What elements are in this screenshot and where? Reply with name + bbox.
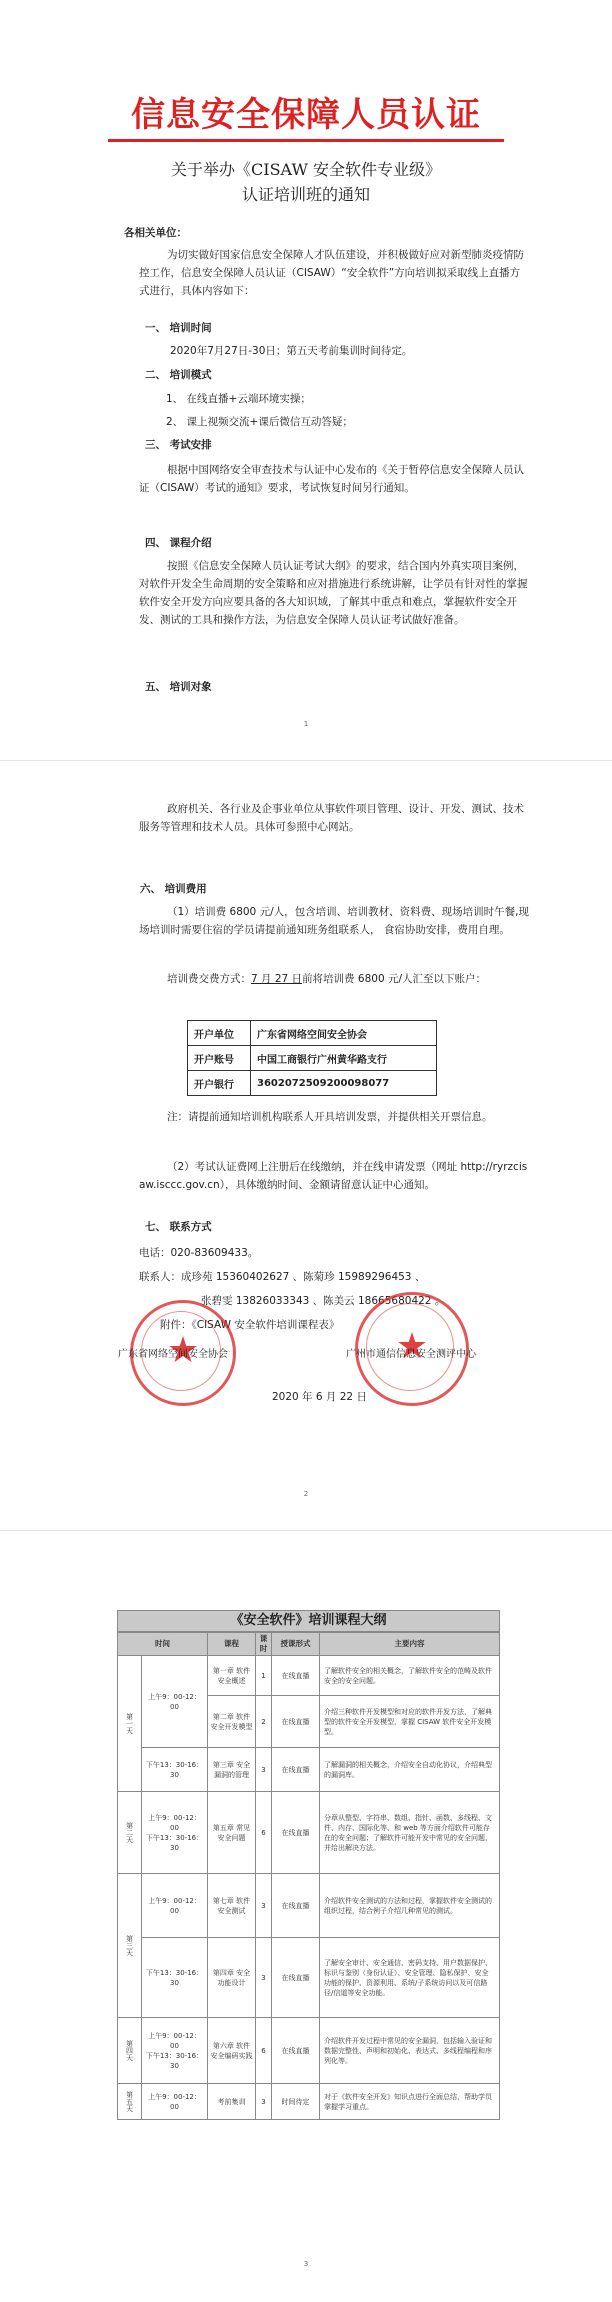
section-6-payment-text [139, 970, 529, 988]
section-1-title: 一、 培训时间 [145, 322, 212, 334]
issue-date: 2020 年 6 月 22 日 [272, 1391, 367, 1403]
contact-people-line2: 张碧雯 13826033343 、陈美云 18665680422 。 [201, 1295, 446, 1307]
section-6-title: 六、 培训费用 [140, 883, 207, 895]
schedule-course: 第一章 软件安全概述 [208, 1656, 256, 1696]
banner-underline [108, 139, 504, 142]
schedule-row [118, 2084, 500, 2120]
contact-people-line1: 联系人：成珍苑 15360402627 、陈菊珍 15989296453 、 [139, 1271, 426, 1283]
schedule-hours: 1 [256, 1656, 272, 1696]
notice-title-line2: 认证培训班的通知 [241, 185, 370, 204]
schedule-day: 第一天 [118, 1656, 142, 1792]
schedule-form: 在线直播 [272, 2018, 320, 2084]
section-2-item-2: 2、 课上视频交流+课后微信互动答疑； [166, 416, 353, 428]
schedule-form: 在线直播 [272, 1792, 320, 1874]
page-divider-1 [0, 760, 612, 761]
account-table [187, 1020, 437, 1096]
schedule-form: 在线直播 [272, 1696, 320, 1748]
schedule-content: 介绍软件安全测试的方法和过程，掌握软件安全测试的组织过程，结合例子介绍几种常见的测试。 [320, 1874, 500, 1938]
schedule-day: 第三天 [118, 1874, 142, 2018]
schedule-course: 第二章 软件安全开发模型 [208, 1696, 256, 1748]
schedule-hours: 2 [256, 1696, 272, 1748]
schedule-table [117, 1632, 500, 2120]
schedule-content: 分章从整型、字符串、数组、指针、函数、多线程、文件、内存、国际化等、和 web 等方面介绍软件可能存在的安全问题；了解软件可能开发中常见的安全问题，并给出解决方法。 [320, 1792, 500, 1874]
schedule-hours: 3 [256, 1874, 272, 1938]
section-7-title: 七、 联系方式 [145, 1221, 212, 1233]
section-3-text: 根据中国网络安全审查技术与认证中心发布的《关于暂停信息安全保障人员认证（CISAW）考试的通知》要求，考试恢复时间另行通知。 [139, 464, 524, 494]
schedule-title: 《安全软件》培训课程大纲 [230, 1613, 387, 1628]
section-1-text: 2020年7月27日-30日；第五天考前集训时间待定。 [170, 345, 413, 357]
schedule-header-cell: 授课形式 [272, 1633, 320, 1656]
schedule-day: 第四天 [118, 2018, 142, 2084]
schedule-header-cell: 主要内容 [320, 1633, 500, 1656]
schedule-content: 介绍软件开发过程中常见的安全漏洞，包括输入验证和数据完整性、声明和初始化、表达式、多线程编程和序列化等。 [320, 2018, 500, 2084]
schedule-course: 第四章 安全功能设计 [208, 1938, 256, 2018]
schedule-hours: 3 [256, 1938, 272, 2018]
account-value: 中国工商银行广州黄华路支行 [251, 1046, 437, 1071]
account-label: 开户银行 [188, 1071, 251, 1096]
payment-deadline: 7 月 27 日 [251, 973, 303, 985]
invoice-note: 注：请提前通知培训机构联系人开具培训发票，并提供相关开票信息。 [167, 1111, 493, 1123]
schedule-form: 在线直播 [272, 1938, 320, 2018]
issuer-org-1: 广东省网络空间安全协会 [118, 1349, 228, 1360]
seal-star-icon: ★ [166, 1330, 200, 1371]
section-6-fee-text: （1）培训费 6800 元/人，包含培训、培训教材、资料费、现场培训时午餐,现场培训时需要住宿的学员请提前通知班务组联系人， 食宿协助安排，费用自理。 [139, 906, 529, 936]
schedule-time: 下午13：30-16：30 [142, 1938, 208, 2018]
schedule-day: 第二天 [118, 1792, 142, 1874]
account-value: 3602072509200098077 [251, 1071, 437, 1096]
section-3-title: 三、 考试安排 [145, 439, 212, 451]
schedule-time: 上午9：00-12：00 下午13：30-16：30 [142, 1792, 208, 1874]
schedule-header-row [118, 1633, 500, 1656]
page-divider-2 [0, 1530, 612, 1531]
schedule-content: 了解软件安全的相关概念，了解软件安全的范畴及软件安全的安全问题。 [320, 1656, 500, 1696]
schedule-hours: 3 [256, 1748, 272, 1792]
notice-title-line1: 关于举办《CISAW 安全软件专业级》 [171, 160, 441, 179]
section-4-title: 四、 课程介绍 [145, 537, 212, 549]
page-number-3: 3 [303, 2260, 309, 2268]
schedule-row [118, 1656, 500, 1696]
schedule-row [118, 2018, 500, 2084]
schedule-content: 对于《软件安全开发》知识点进行全面总结，帮助学员掌握学习重点。 [320, 2084, 500, 2120]
exam-fee-text: （2）考试认证费网上注册后在线缴纳，并在线申请发票（网址 http://ryrzcisaw.isccc.gov.cn），具体缴纳时间、金额请留意认证中心通知。 [139, 1161, 528, 1191]
schedule-row [118, 1938, 500, 2018]
section-5-text: 政府机关、各行业及企事业单位从事软件项目管理、设计、开发、测试、技术服务等管理和技术人员。具体可参照中心网站。 [139, 803, 524, 833]
schedule-time: 上午9：00-12：00 [142, 2084, 208, 2120]
schedule-row [118, 1792, 500, 1874]
schedule-course: 第六章 软件安全编码实践 [208, 2018, 256, 2084]
schedule-header-cell: 课时 [256, 1633, 272, 1656]
schedule-header-cell: 课程 [208, 1633, 256, 1656]
schedule-content: 了解漏洞的相关概念，介绍安全自动化协议，介绍典型的漏洞库。 [320, 1748, 500, 1792]
schedule-course: 第七章 软件安全测试 [208, 1874, 256, 1938]
schedule-time: 上午9：00-12：00 [142, 1874, 208, 1938]
issuer-org-2: 广州市通信信息安全测评中心 [346, 1349, 476, 1360]
account-row [188, 1046, 437, 1071]
schedule-content: 介绍三种软件开发模型和对应的软件开发方法，了解典型的软件安全开发模型，掌握 CISAW 软件安全开发模型。 [320, 1696, 500, 1748]
section-5-title: 五、 培训对象 [145, 681, 212, 693]
schedule-row [118, 1874, 500, 1938]
banner-title: 信息安全保障人员认证 [131, 95, 481, 135]
schedule-form: 在线直播 [272, 1656, 320, 1696]
schedule-course: 第三章 安全漏洞的管理 [208, 1748, 256, 1792]
schedule-hours: 6 [256, 1792, 272, 1874]
schedule-time: 上午9：00-12：00 下午13：30-16：30 [142, 2018, 208, 2084]
section-2-item-1: 1、 在线直播+云端环境实操； [166, 393, 311, 405]
schedule-form: 在线直播 [272, 1874, 320, 1938]
schedule-time: 上午9：00-12：00 [142, 1656, 208, 1748]
schedule-row [118, 1748, 500, 1792]
schedule-day: 第五天 [118, 2084, 142, 2120]
schedule-hours: 6 [256, 2018, 272, 2084]
intro-paragraph: 为切实做好国家信息安全保障人才队伍建设，并积极做好应对新型肺炎疫情防控工作，信息安全保障人员认证（CISAW）“安全软件”方向培训拟采取线上直播方式进行，具体内容如下： [139, 249, 524, 297]
schedule-course: 考前集训 [208, 2084, 256, 2120]
schedule-course: 第五章 常见安全问题 [208, 1792, 256, 1874]
page-number-2: 2 [303, 1490, 309, 1498]
payment-label: 培训费交费方式： [167, 973, 251, 985]
account-label: 开户账号 [188, 1046, 251, 1071]
attachment-line: 附件：《CISAW 安全软件培训课程表》 [160, 1319, 340, 1331]
schedule-time: 下午13：30-16：30 [142, 1748, 208, 1792]
page-number-1: 1 [303, 720, 309, 728]
account-row [188, 1071, 437, 1096]
salutation: 各相关单位： [124, 227, 187, 239]
schedule-hours: 3 [256, 2084, 272, 2120]
contact-phone: 电话：020-83609433。 [139, 1247, 259, 1259]
account-value: 广东省网络空间安全协会 [251, 1021, 437, 1046]
account-row [188, 1021, 437, 1046]
schedule-form: 在线直播 [272, 1748, 320, 1792]
schedule-form: 时间待定 [272, 2084, 320, 2120]
account-label: 开户单位 [188, 1021, 251, 1046]
section-4-text: 按照《信息安全保障人员认证考试大纲》的要求，结合国内外真实项目案例，对软件开发全生命周期的安全策略和应对措施进行系统讲解，让学员有针对性的掌握软件安全开发方向应要具备的各大知识域，了解其中重点和难点，掌握软件安全开发、测试的工具和操作方法，为信息安全保障人员认证考试做好准备。 [139, 560, 528, 626]
section-2-title: 二、 培训模式 [145, 369, 212, 381]
schedule-header-cell: 时间 [118, 1633, 208, 1656]
schedule-content: 了解安全审计、安全通信、密码支持、用户数据保护、标识与鉴别（身份认证）、安全管理、隐私保护、安全功能的保护、资源利用、系统/子系统访问以及可信路径/信道等安全功能。 [320, 1938, 500, 2018]
payment-tail: 前将培训费 6800 元/人汇至以下账户： [302, 973, 486, 985]
seal-star-icon: ★ [395, 1326, 429, 1367]
